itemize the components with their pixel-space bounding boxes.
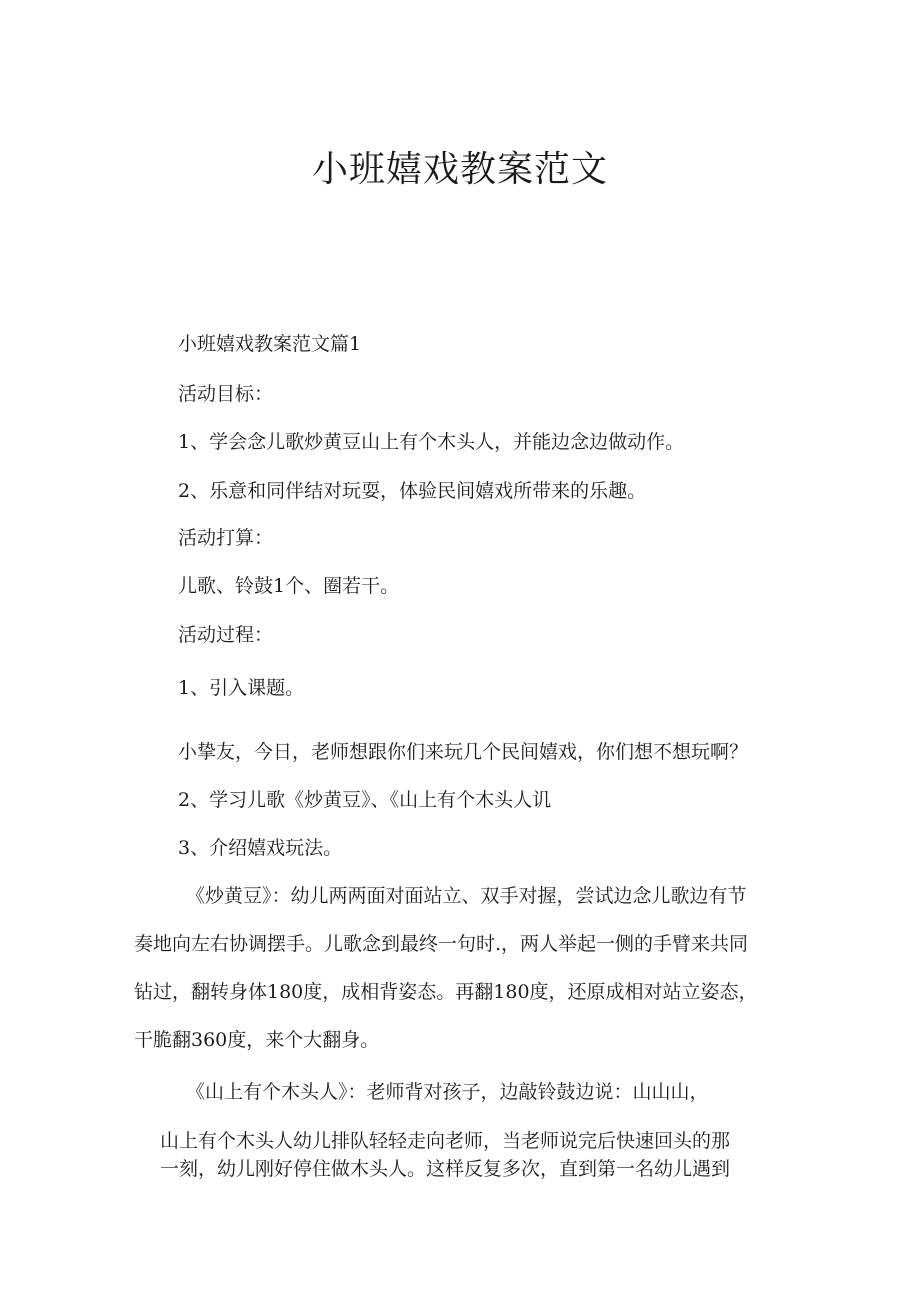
prep-label: 活动打算： (178, 527, 274, 549)
process-label: 活动过程： (178, 624, 274, 646)
document-title: 小班嬉戏教案范文 (311, 149, 608, 190)
game1-line: 奏地向左右协调摆手。儿歌念到最终一句时.，两人举起一侧的手臂来共同 (134, 933, 749, 955)
section-heading: 小班嬉戏教案范文篇1 (178, 333, 362, 355)
step-2: 2、学习儿歌《炒黄豆》、《山上有个木头人讥 (178, 789, 552, 811)
step-1: 1、引入课题。 (178, 677, 305, 699)
game1-line: 《炒黄豆》：幼儿两两面对面站立、双手对握，尝试边念儿歌边有节 (186, 885, 747, 907)
step-3: 3、介绍嬉戏玩法。 (178, 837, 343, 859)
goal-item-2: 2、乐意和同伴结对玩耍，体验民间嬉戏所带来的乐趣。 (178, 480, 647, 502)
goal-item-1: 1、学会念儿歌炒黄豆山上有个木头人，并能边念边做动作。 (178, 431, 685, 453)
game1-line: 干脆翻360度，来个大翻身。 (134, 1029, 380, 1051)
game1-line: 钻过，翻转身体180度，成相背姿态。再翻180度，还原成相对站立姿态， (134, 981, 758, 1003)
game2-line: 一刻，幼儿刚好停住做木头人。这样反复多次，直到第一名幼儿遇到 (160, 1158, 731, 1180)
game2-intro: 《山上有个木头人》：老师背对孩子，边敲铃鼓边说：山山山， (186, 1081, 709, 1103)
goal-label: 活动目标： (178, 383, 274, 405)
intro-speech: 小挚友，今日，老师想跟你们来玩几个民间嬉戏，你们想不想玩啊？ (178, 741, 749, 763)
game2-line: 山上有个木头人幼儿排队轻轻走向老师，当老师说完后快速回头的那 (160, 1130, 731, 1152)
prep-items: 儿歌、铃鼓1个、圈若干。 (178, 575, 400, 597)
